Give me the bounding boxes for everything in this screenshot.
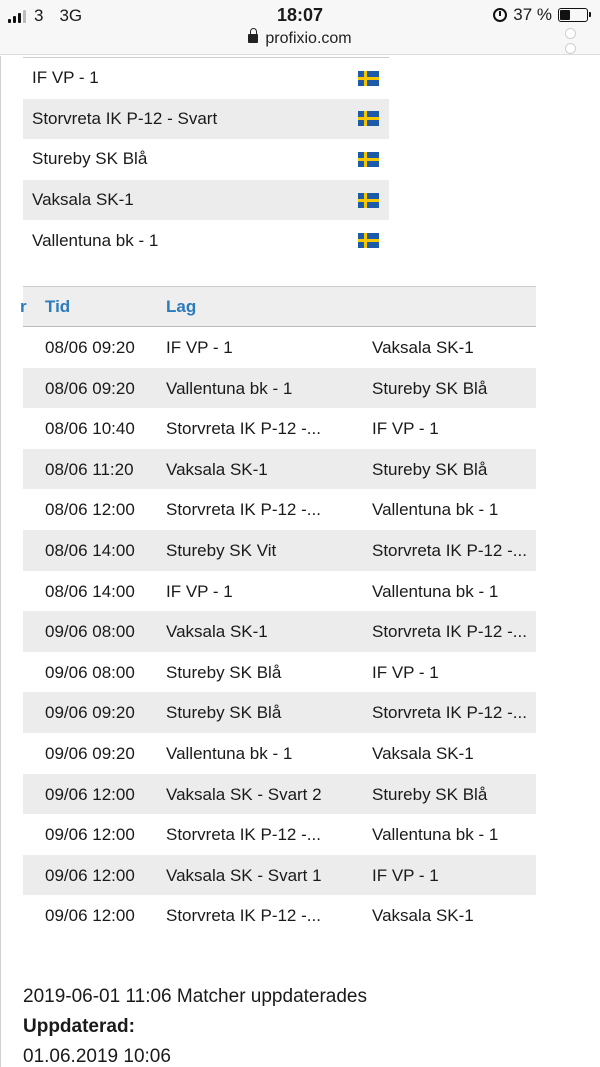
column-header-time[interactable]: Tid bbox=[45, 297, 71, 316]
match-time: 09/06 12:00 bbox=[45, 784, 135, 804]
match-time: 09/06 09:20 bbox=[45, 703, 135, 723]
match-row[interactable] bbox=[23, 530, 536, 571]
footer-info bbox=[23, 982, 367, 1067]
away-team[interactable]: Vallentuna bk - 1 bbox=[372, 581, 499, 601]
alarm-icon bbox=[493, 8, 507, 22]
match-row[interactable] bbox=[23, 895, 536, 936]
clock: 18:07 bbox=[276, 5, 324, 25]
match-time: 09/06 12:00 bbox=[45, 865, 135, 885]
home-team[interactable]: Vaksala SK-1 bbox=[166, 459, 268, 479]
team-row[interactable] bbox=[23, 58, 389, 99]
team-name[interactable]: Storvreta IK P-12 - Svart bbox=[32, 108, 218, 128]
home-team[interactable]: Storvreta IK P-12 -... bbox=[166, 419, 321, 439]
match-row[interactable] bbox=[23, 814, 536, 855]
team-row[interactable] bbox=[23, 99, 389, 140]
match-row[interactable] bbox=[23, 489, 536, 530]
battery-percent: 37 % bbox=[513, 5, 552, 24]
home-team[interactable]: Vaksala SK-1 bbox=[166, 622, 268, 642]
column-header-cut: r bbox=[20, 297, 27, 316]
away-team[interactable]: Storvreta IK P-12 -... bbox=[372, 703, 527, 723]
match-time: 09/06 09:20 bbox=[45, 743, 135, 763]
home-team[interactable]: IF VP - 1 bbox=[166, 581, 233, 601]
flag-sweden-icon bbox=[358, 71, 379, 86]
home-team[interactable]: Stureby SK Blå bbox=[166, 662, 282, 682]
away-team[interactable]: Storvreta IK P-12 -... bbox=[372, 622, 527, 642]
away-team[interactable]: IF VP - 1 bbox=[372, 662, 439, 682]
away-team[interactable]: Vaksala SK-1 bbox=[372, 338, 474, 357]
match-time: 09/06 08:00 bbox=[45, 622, 135, 642]
match-time: 09/06 08:00 bbox=[45, 662, 135, 682]
home-team[interactable]: IF VP - 1 bbox=[166, 338, 233, 357]
away-team[interactable]: Stureby SK Blå bbox=[372, 784, 488, 804]
away-team[interactable]: Vaksala SK-1 bbox=[372, 743, 474, 763]
match-time: 09/06 12:00 bbox=[45, 825, 135, 845]
match-row[interactable] bbox=[23, 652, 536, 693]
home-team[interactable]: Stureby SK Vit bbox=[166, 540, 277, 560]
carrier-label: 3 bbox=[34, 6, 44, 25]
away-team[interactable]: Vaksala SK-1 bbox=[372, 906, 474, 926]
battery-icon bbox=[558, 8, 588, 22]
match-table-header bbox=[20, 286, 536, 327]
network-label: 3G bbox=[59, 6, 83, 25]
team-row[interactable] bbox=[23, 220, 389, 261]
home-team[interactable]: Storvreta IK P-12 -... bbox=[166, 500, 321, 520]
home-team[interactable]: Vaksala SK - Svart 1 bbox=[166, 865, 322, 885]
match-rows bbox=[23, 327, 536, 936]
match-time: 08/06 11:20 bbox=[45, 459, 134, 479]
status-right bbox=[493, 5, 588, 25]
match-time: 09/06 12:00 bbox=[45, 906, 135, 926]
away-team[interactable]: IF VP - 1 bbox=[372, 865, 439, 885]
more-options-icon[interactable] bbox=[565, 28, 576, 54]
home-team[interactable]: Storvreta IK P-12 -... bbox=[166, 906, 321, 926]
match-time: 08/06 09:20 bbox=[45, 338, 135, 357]
match-row[interactable] bbox=[23, 692, 536, 733]
status-bar bbox=[0, 0, 600, 30]
updated-label: Uppdaterad: bbox=[23, 1016, 135, 1037]
flag-sweden-icon bbox=[358, 111, 379, 126]
url-display[interactable] bbox=[0, 30, 600, 48]
match-time: 08/06 09:20 bbox=[45, 378, 135, 398]
team-name[interactable]: Vaksala SK-1 bbox=[32, 190, 134, 210]
home-team[interactable]: Vallentuna bk - 1 bbox=[166, 378, 293, 398]
update-note: 2019-06-01 11:06 Matcher uppdaterades bbox=[23, 986, 368, 1007]
match-table bbox=[20, 286, 536, 936]
updated-value: 01.06.2019 10:06 bbox=[23, 1046, 171, 1067]
team-name[interactable]: Stureby SK Blå bbox=[32, 149, 148, 169]
team-row[interactable] bbox=[23, 139, 389, 180]
team-list bbox=[23, 57, 389, 261]
match-row[interactable] bbox=[23, 733, 536, 774]
match-row[interactable] bbox=[23, 327, 536, 368]
home-team[interactable]: Storvreta IK P-12 -... bbox=[166, 825, 321, 845]
home-team[interactable]: Vallentuna bk - 1 bbox=[166, 743, 293, 763]
match-time: 08/06 14:00 bbox=[45, 581, 135, 601]
flag-sweden-icon bbox=[358, 233, 379, 248]
match-row[interactable] bbox=[23, 449, 536, 490]
away-team[interactable]: IF VP - 1 bbox=[372, 419, 439, 439]
match-time: 08/06 10:40 bbox=[45, 419, 135, 439]
match-row[interactable] bbox=[23, 408, 536, 449]
team-name[interactable]: IF VP - 1 bbox=[32, 68, 99, 88]
match-time: 08/06 14:00 bbox=[45, 540, 135, 560]
team-row[interactable] bbox=[23, 180, 389, 221]
home-team[interactable]: Stureby SK Blå bbox=[166, 703, 282, 723]
lock-icon bbox=[248, 34, 258, 43]
match-row[interactable] bbox=[23, 855, 536, 896]
page-content bbox=[0, 56, 600, 1067]
column-header-team[interactable]: Lag bbox=[166, 297, 197, 316]
url-text: profixio.com bbox=[265, 30, 352, 47]
match-row[interactable] bbox=[23, 571, 536, 612]
home-team[interactable]: Vaksala SK - Svart 2 bbox=[166, 784, 322, 804]
away-team[interactable]: Storvreta IK P-12 -... bbox=[372, 540, 527, 560]
address-bar[interactable] bbox=[0, 30, 600, 55]
match-row[interactable] bbox=[23, 611, 536, 652]
away-team[interactable]: Vallentuna bk - 1 bbox=[372, 825, 499, 845]
match-row[interactable] bbox=[23, 368, 536, 409]
flag-sweden-icon bbox=[358, 193, 379, 208]
flag-sweden-icon bbox=[358, 152, 379, 167]
match-time: 08/06 12:00 bbox=[45, 500, 135, 520]
away-team[interactable]: Stureby SK Blå bbox=[372, 459, 488, 479]
match-row[interactable] bbox=[23, 774, 536, 815]
away-team[interactable]: Vallentuna bk - 1 bbox=[372, 500, 499, 520]
away-team[interactable]: Stureby SK Blå bbox=[372, 378, 488, 398]
team-name[interactable]: Vallentuna bk - 1 bbox=[32, 230, 159, 250]
